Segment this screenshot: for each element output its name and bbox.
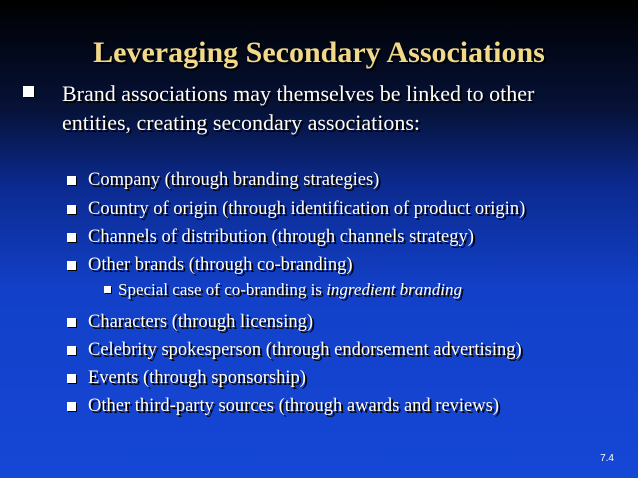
main-bullet-line-1: Brand associations may themselves be linked to other xyxy=(62,81,535,106)
nested-bullet-prefix: Special case of co-branding is xyxy=(118,280,327,299)
sub-bullet-other-brands: Other brands (through co-branding) xyxy=(88,255,353,275)
square-bullet-icon xyxy=(67,374,76,383)
sub-bullet-celebrity: Celebrity spokesperson (through endorsement advertising) xyxy=(88,340,522,360)
square-bullet-icon xyxy=(67,318,76,327)
square-bullet-icon xyxy=(67,402,76,411)
slide-title: Leveraging Secondary Associations xyxy=(93,36,545,69)
square-bullet-icon xyxy=(67,346,76,355)
square-bullet-icon xyxy=(104,286,111,293)
sub-bullet-third-party: Other third-party sources (through awards and reviews) xyxy=(88,396,499,416)
square-bullet-icon xyxy=(67,261,76,270)
sub-bullet-channels: Channels of distribution (through channels strategy) xyxy=(88,227,474,247)
page-number: 7.4 xyxy=(600,453,614,464)
square-bullet-icon xyxy=(23,86,34,97)
square-bullet-icon xyxy=(67,233,76,242)
main-bullet-line-2: entities, creating secondary associations: xyxy=(62,110,420,135)
sub-bullet-events: Events (through sponsorship) xyxy=(88,368,306,388)
sub-bullet-characters: Characters (through licensing) xyxy=(88,312,314,332)
sub-bullet-country-of-origin: Country of origin (through identification of product origin) xyxy=(88,199,526,219)
square-bullet-icon xyxy=(67,205,76,214)
nested-bullet-ingredient-branding xyxy=(118,280,462,300)
nested-bullet-emphasis: ingredient branding xyxy=(326,280,463,299)
square-bullet-icon xyxy=(67,176,76,185)
sub-bullet-company: Company (through branding strategies) xyxy=(88,170,380,190)
